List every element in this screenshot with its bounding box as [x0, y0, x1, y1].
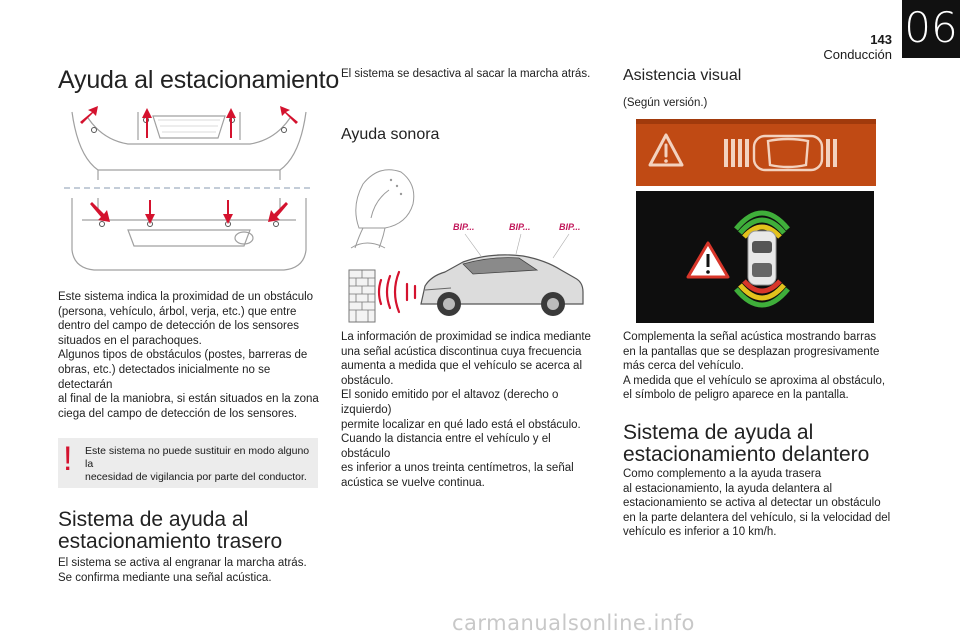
- visual-aid-description: [623, 330, 893, 403]
- parking-aid-description: [58, 290, 320, 421]
- text-line: en la pantallas que se desplazan progresivamente: [623, 345, 880, 358]
- text-line: dentro del campo de detección de los sensores: [58, 320, 300, 333]
- text-line: estacionamiento se activa al detectar un obstáculo: [623, 497, 881, 510]
- text-line: más cerca del vehículo.: [623, 360, 744, 373]
- text-line: La información de proximidad se indica mediante: [341, 331, 591, 343]
- title-line: estacionamiento trasero: [58, 530, 283, 553]
- text-line: Como complemento a la ayuda trasera: [623, 468, 822, 480]
- text-line: permite localizar en qué lado está el obstáculo.: [341, 418, 581, 431]
- parking-screen-display: [636, 191, 874, 323]
- text-line: acústica se vuelve continua.: [341, 476, 485, 489]
- bip-label: BIP...: [509, 222, 531, 232]
- audible-aid-illustration: [341, 158, 603, 323]
- warning-icon: !: [63, 440, 73, 478]
- text-line: obras, etc.) detectados inicialmente no se detectarán: [58, 363, 271, 391]
- text-line: A medida que el vehículo se aproxima al obstáculo,: [623, 374, 886, 387]
- car-top-view-icon: [748, 231, 776, 285]
- text-line: obstáculo.: [341, 374, 394, 387]
- text-line: es inferior a unos treinta centímetros, la señal: [341, 462, 574, 475]
- chapter-number-box: 06: [902, 0, 960, 58]
- text-line: en la parte delantera del vehículo, si la velocidad del: [623, 511, 891, 524]
- watermark-text: carmanualsonline.info: [452, 611, 695, 635]
- page-title: Ayuda al estacionamiento: [58, 66, 340, 94]
- page-number: 143: [870, 32, 892, 47]
- bumper-sensors-illustration: [58, 100, 320, 280]
- text-line: (persona, vehículo, árbol, verja, etc.) que entre: [58, 305, 297, 318]
- audible-aid-title: Ayuda sonora: [341, 126, 440, 143]
- text-line: Se confirma mediante una señal acústica.: [58, 571, 272, 584]
- text-line: Complementa la señal acústica mostrando barras: [623, 331, 877, 343]
- instrument-panel-display: [636, 119, 876, 186]
- rear-parking-title: [58, 509, 320, 553]
- chapter-title: Conducción: [823, 47, 892, 62]
- warning-box: [58, 438, 318, 488]
- text-line: Cuando la distancia entre el vehículo y el obstáculo: [341, 433, 551, 460]
- front-parking-title: [623, 422, 903, 466]
- text-line: Este sistema no puede sustituir en modo alguno la: [85, 445, 310, 470]
- text-line: Este sistema indica la proximidad de un obstáculo: [58, 291, 314, 303]
- text-line: situados en el parachoques.: [58, 334, 202, 347]
- audible-aid-description: [341, 330, 603, 491]
- text-line: necesidad de vigilancia por parte del conductor.: [85, 471, 307, 483]
- text-line: El sonido emitido por el altavoz (derecho o izquierdo): [341, 389, 559, 416]
- deactivation-note: El sistema se desactiva al sacar la marcha atrás.: [341, 68, 591, 80]
- title-line: Sistema de ayuda al: [623, 421, 814, 444]
- text-line: ciega del campo de detección de los sensores.: [58, 407, 298, 420]
- version-note: (Según versión.): [623, 97, 708, 109]
- text-line: El sistema se activa al engranar la marcha atrás.: [58, 557, 307, 569]
- text-line: aumenta a medida que el vehículo se acerca al: [341, 360, 583, 373]
- rear-parking-description: [58, 556, 320, 585]
- text-line: el símbolo de peligro aparece en la pantalla.: [623, 389, 849, 402]
- visual-aid-title: Asistencia visual: [623, 67, 742, 84]
- warning-text: [85, 445, 313, 484]
- text-line: al final de la maniobra, si están situados en la zona: [58, 393, 319, 406]
- text-line: una señal acústica discontinua cuya frecuencia: [341, 345, 582, 358]
- text-line: vehículo es inferior a 10 km/h.: [623, 526, 777, 539]
- front-parking-description: [623, 467, 903, 540]
- text-line: al estacionamiento, la ayuda delantera al: [623, 482, 833, 495]
- bip-label: BIP...: [453, 222, 475, 232]
- title-line: estacionamiento delantero: [623, 443, 870, 466]
- title-line: Sistema de ayuda al: [58, 508, 249, 531]
- text-line: Algunos tipos de obstáculos (postes, barreras de: [58, 349, 308, 362]
- bip-label: BIP...: [559, 222, 581, 232]
